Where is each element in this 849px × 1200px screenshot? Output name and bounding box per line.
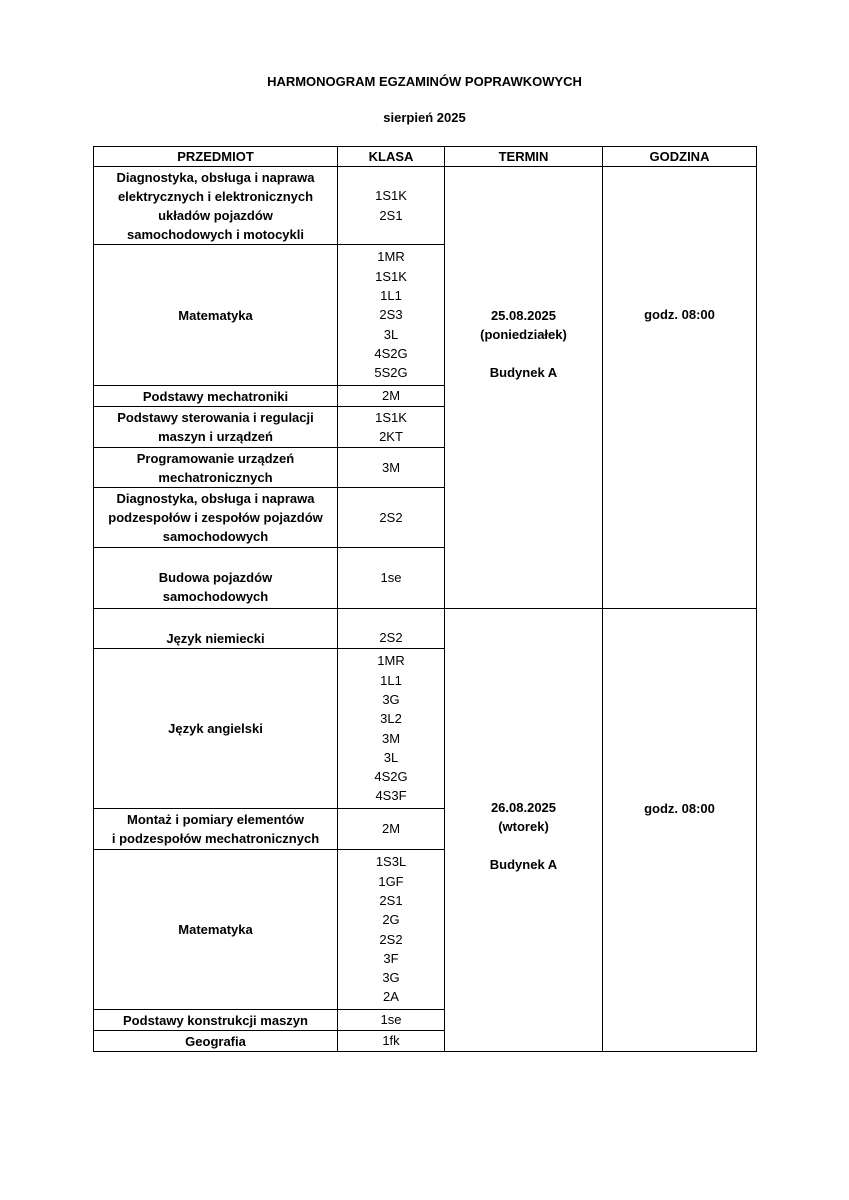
klasa-item: 1fk	[382, 1033, 400, 1049]
exam-day: (poniedziałek)	[480, 326, 567, 342]
klasa-item: 2A	[383, 989, 399, 1005]
subject-line: samochodowych i motocykli	[127, 226, 304, 242]
klasa-item: 2M	[381, 388, 401, 404]
subject-line: podzespołów i zespołów pojazdów	[108, 510, 323, 525]
klasa-item: 1MR	[377, 249, 405, 265]
header-klasa: KLASA	[338, 147, 445, 167]
subject-line: Podstawy mechatroniki	[142, 388, 289, 404]
klasa-item: 1GF	[378, 873, 404, 889]
subject-line: Język niemiecki	[166, 630, 265, 646]
subject-line: Programowanie urządzeń	[136, 450, 295, 466]
klasa-cell	[338, 609, 445, 649]
header-godzina: GODZINA	[603, 147, 757, 167]
klasa-cell	[338, 649, 445, 809]
header-subject: PRZEDMIOT	[94, 147, 338, 167]
klasa-cell	[338, 386, 445, 407]
subject-line: maszyn i urządzeń	[158, 429, 273, 444]
godzina-cell-group-1	[603, 167, 757, 609]
klasa-item: 2S2	[379, 931, 403, 947]
klasa-item: 3L	[383, 749, 399, 765]
klasa-item: 1se	[380, 1012, 402, 1028]
klasa-item: 3F	[383, 950, 399, 966]
klasa-item: 1MR	[377, 653, 405, 669]
klasa-item: 1S1K	[375, 268, 407, 284]
subject-cell	[94, 1010, 338, 1031]
subject-line: samochodowych	[162, 589, 269, 604]
klasa-item: 3G	[382, 970, 400, 986]
termin-cell-group-1	[445, 167, 603, 609]
subject-line: mechatronicznych	[158, 469, 273, 485]
klasa-item: 2KT	[379, 429, 403, 444]
subject-line: Montaż i pomiary elementów	[127, 812, 304, 827]
page-title: HARMONOGRAM EGZAMINÓW POPRAWKOWYCH	[267, 74, 582, 89]
exam-schedule-table	[93, 146, 757, 1052]
subject-cell	[94, 809, 338, 850]
subject-cell	[94, 609, 338, 649]
klasa-item: 2S2	[379, 630, 403, 646]
klasa-item: 1L1	[380, 288, 402, 304]
klasa-cell	[338, 1031, 445, 1052]
subject-line: Budowa pojazdów	[158, 570, 273, 585]
exam-time: godz. 08:00	[644, 307, 715, 322]
klasa-item: 2G	[382, 912, 400, 928]
subject-line: Podstawy sterowania i regulacji	[117, 410, 314, 425]
termin-cell-group-2	[445, 609, 603, 1052]
klasa-item: 1se	[380, 570, 402, 586]
klasa-item: 3M	[381, 459, 401, 475]
klasa-cell	[338, 448, 445, 488]
subject-cell	[94, 448, 338, 488]
exam-date: 26.08.2025	[490, 800, 557, 815]
klasa-item: 2S1	[379, 207, 403, 223]
subject-cell	[94, 386, 338, 407]
klasa-item: 4S2G	[374, 769, 408, 785]
page-subtitle: sierpień 2025	[383, 110, 466, 125]
klasa-item: 2S1	[379, 892, 403, 908]
klasa-cell	[338, 850, 445, 1010]
subject-cell	[94, 245, 338, 386]
klasa-item: 5S2G	[374, 365, 408, 381]
subject-cell	[94, 548, 338, 609]
klasa-item: 1S1K	[375, 188, 407, 204]
subject-line: Diagnostyka, obsługa i naprawa	[116, 491, 315, 506]
klasa-cell	[338, 809, 445, 850]
subject-line: Matematyka	[178, 307, 253, 323]
klasa-cell	[338, 167, 445, 245]
klasa-item: 3L	[383, 326, 399, 342]
subject-line: i podzespołów mechatronicznych	[111, 831, 320, 846]
klasa-cell	[338, 548, 445, 609]
klasa-item: 2S2	[379, 509, 403, 525]
exam-day: (wtorek)	[498, 819, 549, 834]
subject-line: Matematyka	[178, 922, 253, 937]
subject-cell	[94, 407, 338, 448]
klasa-item: 2S3	[379, 307, 403, 323]
table-header-row	[94, 147, 757, 167]
klasa-item: 2M	[381, 821, 401, 837]
klasa-cell	[338, 488, 445, 548]
klasa-item: 3M	[381, 730, 401, 746]
subject-line: Diagnostyka, obsługa i naprawa	[116, 169, 315, 185]
klasa-item: 1S3L	[375, 854, 407, 870]
godzina-cell-group-2	[603, 609, 757, 1052]
klasa-cell	[338, 1010, 445, 1031]
subject-line: Geografia	[185, 1033, 246, 1049]
subject-line: Podstawy konstrukcji maszyn	[123, 1012, 308, 1028]
subject-line: elektrycznych i elektronicznych	[117, 188, 314, 204]
exam-building: Budynek A	[489, 857, 558, 872]
klasa-item: 1L1	[380, 672, 402, 688]
subject-cell	[94, 1031, 338, 1052]
exam-time: godz. 08:00	[644, 800, 715, 816]
klasa-item: 3G	[382, 691, 400, 707]
klasa-item: 3L2	[380, 711, 402, 727]
subject-cell	[94, 488, 338, 548]
subject-line: Język angielski	[168, 721, 263, 736]
subject-line: samochodowych	[162, 529, 269, 544]
klasa-cell	[338, 407, 445, 448]
klasa-item: 1S1K	[375, 409, 407, 425]
klasa-cell	[338, 245, 445, 386]
subject-cell	[94, 167, 338, 245]
table-row	[94, 167, 757, 245]
exam-building: Budynek A	[489, 364, 558, 380]
subject-cell	[94, 850, 338, 1010]
table-row	[94, 609, 757, 649]
subject-line: układów pojazdów	[158, 207, 273, 223]
header-termin: TERMIN	[445, 147, 603, 167]
klasa-item: 4S3F	[375, 788, 407, 804]
klasa-item: 4S2G	[374, 345, 408, 361]
exam-date: 25.08.2025	[490, 307, 557, 323]
subject-cell	[94, 649, 338, 809]
